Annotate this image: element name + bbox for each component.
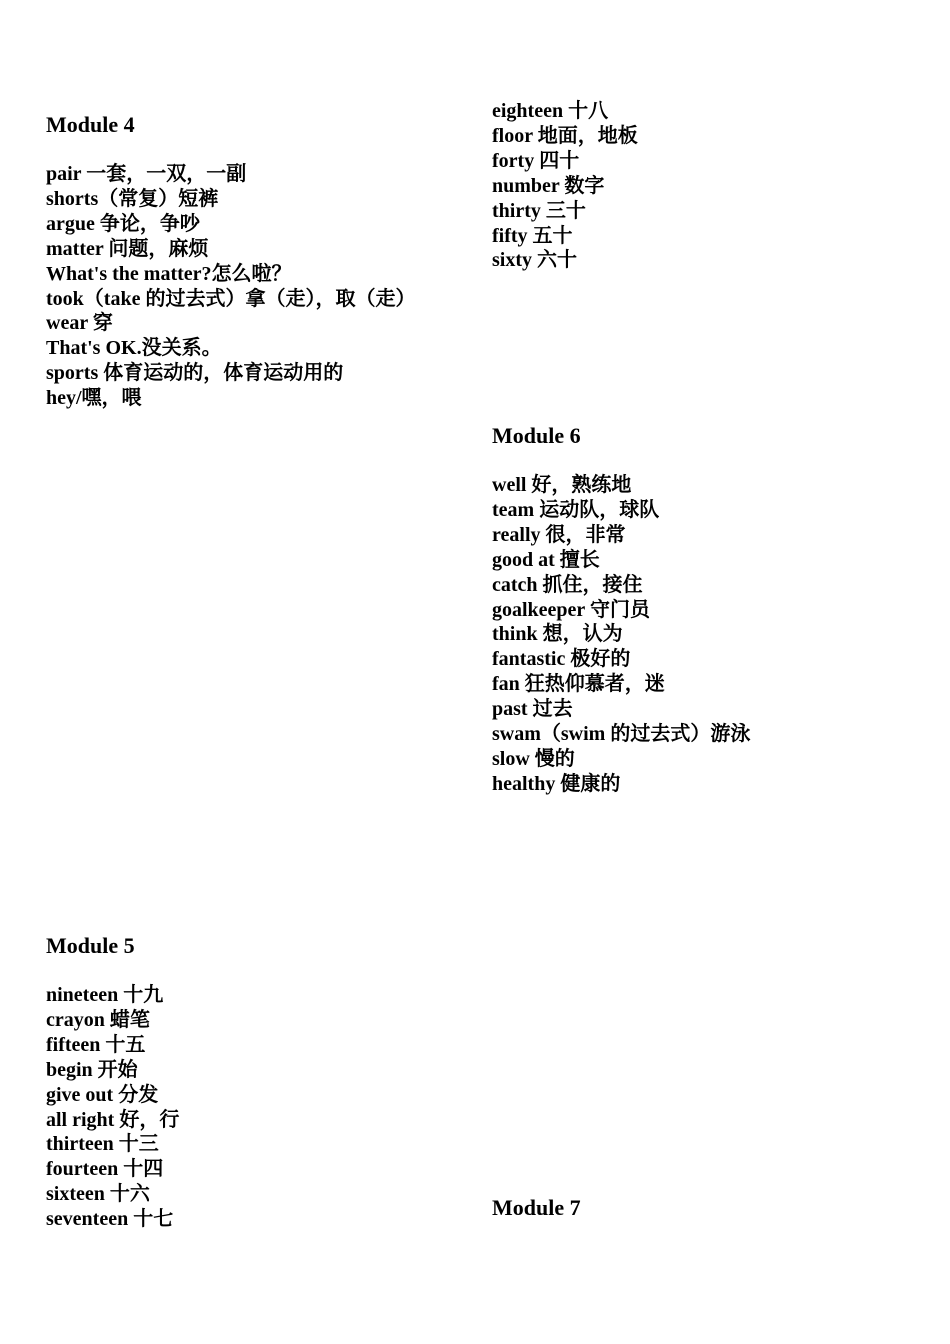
module-7-heading: Module 7 [492, 1195, 581, 1220]
module-5-section [46, 933, 179, 1232]
vocab-entry: really 很，非常 [492, 523, 626, 546]
vocab-entry: thirteen 十三 [46, 1133, 159, 1156]
vocab-entry: past 过去 [492, 698, 573, 721]
vocab-entry: swam（swim 的过去式）游泳 [492, 723, 751, 746]
vocab-entry: good at 擅长 [492, 548, 600, 571]
module-4-word-list [46, 162, 415, 411]
vocab-entry: fifty 五十 [492, 224, 573, 247]
vocab-entry: crayon 蜡笔 [46, 1008, 150, 1031]
module-6-section [492, 423, 750, 797]
vocab-entry: all right 好，行 [46, 1108, 180, 1131]
module-6-heading: Module 6 [492, 423, 581, 448]
module-4-section [46, 112, 415, 411]
vocab-entry: healthy 健康的 [492, 772, 621, 795]
vocab-entry: give out 分发 [46, 1083, 159, 1106]
vocab-entry: team 运动队，球队 [492, 498, 660, 521]
vocab-entry: nineteen 十九 [46, 984, 164, 1006]
module-5-word-list [46, 983, 179, 1232]
vocab-entry: matter 问题，麻烦 [46, 237, 209, 260]
vocab-entry: What's the matter?怎么啦？ [46, 262, 292, 285]
module-4-heading: Module 4 [46, 112, 135, 137]
vocab-entry: begin 开始 [46, 1058, 138, 1081]
vocab-entry: That's OK.没关系。 [46, 337, 222, 360]
module-5-continued-section [492, 99, 638, 273]
vocab-entry: slow 慢的 [492, 747, 575, 770]
vocab-entry: fourteen 十四 [46, 1158, 164, 1181]
vocab-entry: fantastic 极好的 [492, 648, 631, 671]
module-5-heading: Module 5 [46, 933, 135, 958]
vocab-entry: shorts（常复）短裤 [46, 187, 219, 210]
vocab-entry: think 想，认为 [492, 623, 623, 646]
vocab-entry: forty 四十 [492, 149, 580, 172]
vocab-entry: sports 体育运动的，体育运动用的 [46, 362, 344, 385]
module-5-continued-word-list [492, 99, 638, 273]
module-6-word-list [492, 473, 750, 797]
vocab-entry: sixteen 十六 [46, 1183, 150, 1206]
vocab-entry: goalkeeper 守门员 [492, 598, 650, 621]
vocab-entry: eighteen 十八 [492, 100, 609, 122]
vocab-entry: fifteen 十五 [46, 1033, 146, 1056]
module-7-section [492, 1195, 581, 1221]
vocab-entry: argue 争论，争吵 [46, 212, 200, 235]
vocab-entry: catch 抓住，接住 [492, 573, 643, 596]
vocab-entry: fan 狂热仰慕者，迷 [492, 673, 665, 696]
vocab-entry: floor 地面，地板 [492, 124, 638, 147]
vocab-entry: thirty 三十 [492, 199, 586, 222]
vocab-entry: sixty 六十 [492, 249, 577, 272]
vocab-entry: number 数字 [492, 174, 605, 197]
vocab-entry: hey/嘿，喂 [46, 387, 142, 410]
vocab-entry: took（take 的过去式）拿（走），取（走） [46, 287, 416, 310]
vocab-entry: pair 一套，一双，一副 [46, 163, 247, 185]
vocab-entry: wear 穿 [46, 312, 113, 335]
vocab-entry: well 好，熟练地 [492, 474, 632, 496]
vocab-entry: seventeen 十七 [46, 1208, 174, 1231]
